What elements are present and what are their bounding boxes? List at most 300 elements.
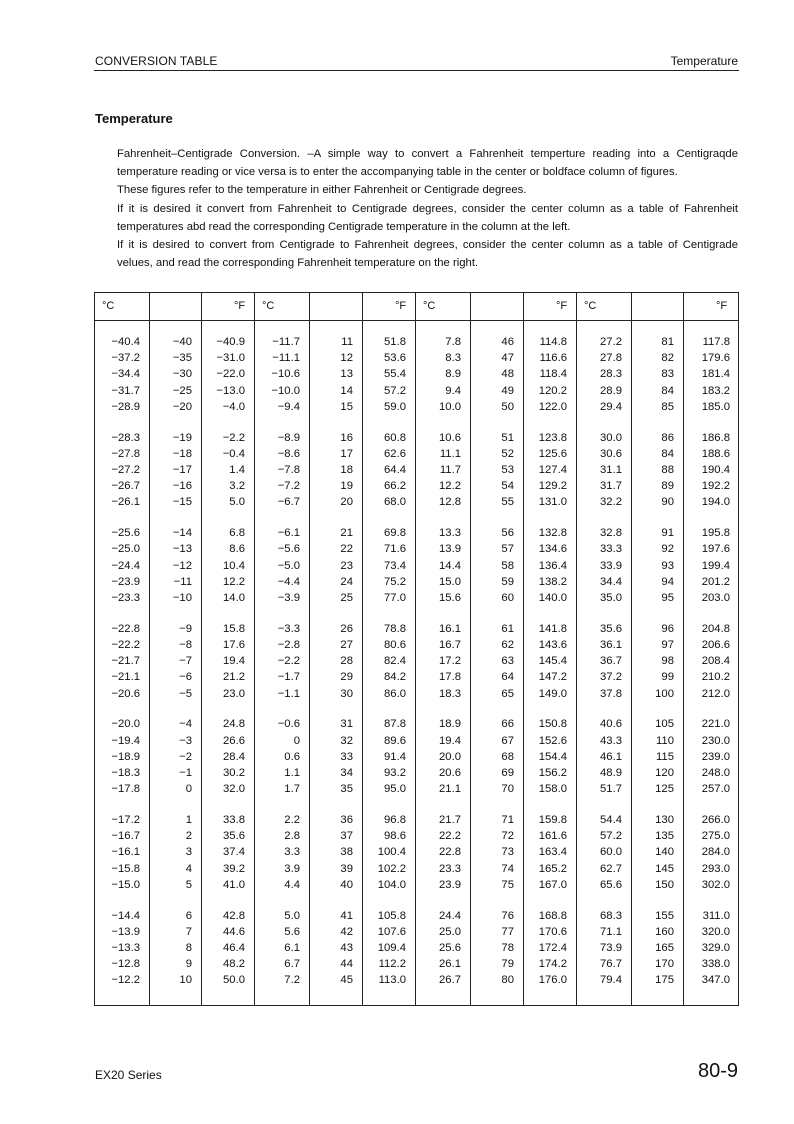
table-cell: −0.6 <box>277 718 300 731</box>
table-cell: 24 <box>340 575 353 588</box>
table-cell: 18 <box>340 464 353 476</box>
table-cell: 8.3 <box>445 352 461 365</box>
table-cell: 19 <box>340 480 353 493</box>
table-cell: 29.4 <box>600 400 622 413</box>
table-cell: 20.0 <box>439 750 461 763</box>
table-cell: 51 <box>501 431 514 444</box>
table-cell: 23.9 <box>439 878 461 891</box>
table-cell: 10 <box>179 974 192 987</box>
table-cell: 33.8 <box>223 814 245 826</box>
table-cell: 60 <box>501 592 514 604</box>
table-cell: 62.6 <box>384 447 406 460</box>
table-cell: 74 <box>501 862 514 875</box>
table-cell: 130 <box>655 814 674 826</box>
table-cell: −35 <box>172 352 192 365</box>
table-cell: −8.6 <box>277 447 300 460</box>
table-cell: −11.7 <box>272 336 300 348</box>
table-cell: −13.3 <box>111 942 140 954</box>
header-divider <box>94 70 739 71</box>
table-header-cell: °F <box>556 300 568 312</box>
table-cell: 122.0 <box>538 400 567 413</box>
table-cell: 73.9 <box>600 942 622 954</box>
table-cell: 125 <box>655 783 674 796</box>
table-cell: 4 <box>185 862 192 875</box>
table-cell: 102.2 <box>377 862 406 875</box>
table-cell: 83 <box>661 368 674 381</box>
table-cell: 21.7 <box>439 814 461 826</box>
table-cell: 10.4 <box>223 559 245 572</box>
table-cell: 5.0 <box>229 496 245 509</box>
table-cell: 91.4 <box>384 750 406 763</box>
table-cell: 68 <box>501 750 514 763</box>
table-cell: 73 <box>501 846 514 859</box>
table-cell: 145.4 <box>538 655 567 668</box>
table-cell: −17.2 <box>111 814 140 826</box>
column-divider <box>149 293 150 1005</box>
table-cell: 172.4 <box>538 942 567 954</box>
table-cell: 208.4 <box>701 655 730 668</box>
table-cell: 13.3 <box>439 527 461 540</box>
table-cell: 28.9 <box>600 384 622 397</box>
table-cell: 167.0 <box>538 878 567 891</box>
table-cell: 183.2 <box>701 384 730 397</box>
table-cell: −8.9 <box>277 431 300 444</box>
table-cell: −12.8 <box>111 958 140 971</box>
table-cell: −24.4 <box>111 559 140 572</box>
table-cell: −34.4 <box>111 368 140 381</box>
table-cell: 0.6 <box>284 750 300 763</box>
table-cell: 84.2 <box>384 671 406 684</box>
table-cell: 18.3 <box>439 687 461 700</box>
table-cell: −8 <box>179 639 192 651</box>
table-cell: 311.0 <box>702 909 730 922</box>
table-cell: 16 <box>340 431 353 444</box>
table-cell: 16.7 <box>439 639 461 651</box>
table-cell: 105.8 <box>377 909 406 922</box>
table-cell: 9.4 <box>445 384 461 397</box>
table-cell: −11 <box>173 575 192 588</box>
table-cell: 56 <box>501 527 514 540</box>
table-cell: 33 <box>340 750 353 763</box>
table-cell: 37.2 <box>600 671 622 684</box>
table-cell: 239.0 <box>701 750 730 763</box>
table-cell: −5.0 <box>277 559 300 572</box>
table-cell: 69 <box>501 767 514 779</box>
table-cell: 176.0 <box>538 974 567 987</box>
table-cell: 32.2 <box>600 496 622 509</box>
table-cell: 158.0 <box>538 783 567 796</box>
table-cell: −18.9 <box>111 750 140 763</box>
table-cell: 69.8 <box>384 527 406 540</box>
table-cell: −22.0 <box>216 368 245 381</box>
table-cell: −28.9 <box>111 400 140 413</box>
table-cell: 32.8 <box>600 527 622 540</box>
table-cell: 7.8 <box>445 336 461 348</box>
table-cell: 27.2 <box>600 336 622 348</box>
table-cell: −37.2 <box>111 352 140 365</box>
table-cell: 75.2 <box>384 575 406 588</box>
table-cell: 92 <box>661 543 674 556</box>
table-cell: 62.7 <box>600 862 622 875</box>
table-cell: 110 <box>655 734 674 747</box>
table-cell: −10.0 <box>271 384 300 397</box>
table-cell: 185.0 <box>701 400 730 413</box>
table-cell: 117.8 <box>702 336 730 348</box>
table-cell: 21.1 <box>439 783 461 796</box>
table-cell: 31.7 <box>600 480 622 493</box>
table-cell: −16 <box>172 480 192 493</box>
column-divider <box>309 293 310 1005</box>
table-cell: 32.0 <box>223 783 245 796</box>
table-cell: 76.7 <box>600 958 622 971</box>
conversion-table <box>94 292 739 1006</box>
table-cell: 86 <box>661 431 674 444</box>
table-cell: 165 <box>655 942 674 954</box>
table-cell: 132.8 <box>538 527 567 540</box>
table-cell: 12.2 <box>439 480 461 493</box>
table-cell: −11.1 <box>272 352 300 365</box>
table-cell: 65 <box>501 687 514 700</box>
table-cell: 4.4 <box>284 878 300 891</box>
table-cell: 6.7 <box>284 958 300 971</box>
table-cell: 113.0 <box>378 974 406 987</box>
table-cell: 36.1 <box>600 639 622 651</box>
table-header-cell: °C <box>584 300 597 312</box>
table-cell: 59 <box>501 575 514 588</box>
table-cell: 129.2 <box>538 480 567 493</box>
table-cell: 76 <box>501 909 514 922</box>
table-cell: 60.0 <box>600 846 622 859</box>
table-cell: 204.8 <box>701 622 730 635</box>
table-cell: 17 <box>340 447 353 460</box>
table-cell: 82.4 <box>384 655 406 668</box>
table-cell: −1.7 <box>277 671 300 684</box>
table-cell: 37.4 <box>223 846 245 859</box>
table-cell: −17 <box>172 464 192 476</box>
table-cell: −12.2 <box>111 974 140 987</box>
table-cell: 170 <box>655 958 674 971</box>
table-cell: 44 <box>340 958 353 971</box>
table-cell: 38 <box>340 846 353 859</box>
table-cell: 57 <box>501 543 514 556</box>
table-cell: −31.7 <box>111 384 140 397</box>
table-cell: 34 <box>340 767 353 779</box>
table-cell: 266.0 <box>701 814 730 826</box>
table-cell: 161.6 <box>538 830 567 843</box>
table-cell: −10.6 <box>271 368 300 381</box>
table-cell: 127.4 <box>538 464 567 476</box>
table-cell: 64.4 <box>384 464 406 476</box>
table-cell: 138.2 <box>538 575 567 588</box>
table-cell: −3 <box>179 734 192 747</box>
table-cell: −31.0 <box>216 352 245 365</box>
intro-paragraph: These figures refer to the temperature in either Fahrenheit or Centigrade degrees. <box>117 184 527 197</box>
table-cell: 40.6 <box>600 718 622 731</box>
table-cell: 21 <box>340 527 353 540</box>
table-cell: −19.4 <box>111 734 140 747</box>
table-cell: 5.0 <box>284 909 300 922</box>
table-cell: 30.2 <box>223 767 245 779</box>
table-cell: −27.2 <box>111 464 140 476</box>
table-cell: 159.8 <box>538 814 567 826</box>
table-cell: −3.3 <box>277 622 300 635</box>
table-cell: 338.0 <box>701 958 730 971</box>
column-divider <box>362 293 363 1005</box>
table-cell: 17.2 <box>439 655 461 668</box>
table-cell: 3.2 <box>229 480 245 493</box>
table-cell: −4 <box>179 718 192 731</box>
table-cell: 71 <box>501 814 514 826</box>
table-cell: 284.0 <box>701 846 730 859</box>
table-cell: 85 <box>661 400 674 413</box>
table-cell: 31 <box>340 718 353 731</box>
table-cell: 21.2 <box>223 671 245 684</box>
table-cell: −4.0 <box>222 400 245 413</box>
table-cell: −40 <box>172 336 192 348</box>
table-cell: 60.8 <box>384 431 406 444</box>
table-cell: 2.2 <box>284 814 300 826</box>
table-cell: −7.2 <box>277 480 300 493</box>
table-cell: 89 <box>661 480 674 493</box>
table-cell: 8.9 <box>445 368 461 381</box>
table-cell: −21.7 <box>111 655 140 668</box>
table-cell: 55 <box>501 496 514 509</box>
table-cell: 93.2 <box>384 767 406 779</box>
table-cell: 150.8 <box>538 718 567 731</box>
table-cell: 51.8 <box>384 336 406 348</box>
table-cell: 70 <box>501 783 514 796</box>
table-cell: 77.0 <box>384 592 406 604</box>
table-cell: 96.8 <box>384 814 406 826</box>
table-cell: 9 <box>185 958 192 971</box>
table-cell: 36 <box>340 814 353 826</box>
table-cell: 188.6 <box>701 447 730 460</box>
table-cell: 98 <box>661 655 674 668</box>
table-cell: 23.3 <box>439 862 461 875</box>
table-cell: 62 <box>501 639 514 651</box>
table-cell: 100 <box>655 687 674 700</box>
table-cell: 32 <box>340 734 353 747</box>
table-cell: 120 <box>655 767 674 779</box>
table-cell: −2 <box>179 750 192 763</box>
table-cell: 14.4 <box>439 559 461 572</box>
table-cell: 8.6 <box>229 543 245 556</box>
table-cell: 8 <box>185 942 192 954</box>
intro-text <box>117 145 738 272</box>
table-cell: −9.4 <box>277 400 300 413</box>
table-cell: 329.0 <box>701 942 730 954</box>
table-cell: 118.4 <box>539 368 567 381</box>
table-cell: −13.0 <box>216 384 245 397</box>
table-cell: 25.0 <box>439 925 461 938</box>
table-cell: 52 <box>501 447 514 460</box>
table-cell: −7.8 <box>277 464 300 476</box>
table-cell: 147.2 <box>538 671 567 684</box>
column-divider <box>631 293 632 1005</box>
table-cell: 112.2 <box>378 958 406 971</box>
table-cell: −22.8 <box>111 622 140 635</box>
table-cell: 58 <box>501 559 514 572</box>
table-cell: 72 <box>501 830 514 843</box>
table-cell: 3.3 <box>284 846 300 859</box>
table-cell: 29 <box>340 671 353 684</box>
table-cell: −23.3 <box>111 592 140 604</box>
table-cell: 91 <box>661 527 674 540</box>
table-cell: 95 <box>661 592 674 604</box>
table-cell: 22.8 <box>439 846 461 859</box>
table-header-cell: °F <box>716 300 728 312</box>
table-cell: 140.0 <box>538 592 567 604</box>
table-cell: 42.8 <box>223 909 245 922</box>
table-cell: 88 <box>661 464 674 476</box>
table-cell: −5.6 <box>277 543 300 556</box>
table-cell: 114.8 <box>539 336 567 348</box>
table-cell: 175 <box>655 974 674 987</box>
table-cell: 16.1 <box>439 622 461 635</box>
table-cell: 194.0 <box>701 496 730 509</box>
table-cell: −1 <box>179 767 192 779</box>
column-divider <box>201 293 202 1005</box>
table-cell: 19.4 <box>439 734 461 747</box>
table-cell: 199.4 <box>701 559 730 572</box>
column-divider <box>470 293 471 1005</box>
table-cell: −27.8 <box>111 447 140 460</box>
table-cell: −16.1 <box>111 846 140 859</box>
table-cell: −2.8 <box>277 639 300 651</box>
table-cell: 96 <box>661 622 674 635</box>
table-header-cell: °F <box>395 300 407 312</box>
table-cell: 84 <box>661 447 674 460</box>
table-cell: 10.0 <box>439 400 461 413</box>
running-header-title: CONVERSION TABLE <box>95 54 218 68</box>
table-cell: 6 <box>185 909 192 922</box>
table-cell: 37.8 <box>600 687 622 700</box>
table-cell: 37 <box>340 830 353 843</box>
table-cell: −9 <box>179 622 192 635</box>
table-cell: 6.8 <box>229 527 245 540</box>
table-cell: 57.2 <box>384 384 406 397</box>
table-cell: 150 <box>655 878 674 891</box>
table-cell: −18 <box>172 447 192 460</box>
table-cell: −0.4 <box>222 447 245 460</box>
table-cell: 347.0 <box>701 974 730 987</box>
table-cell: 3.9 <box>284 862 300 875</box>
table-cell: 27 <box>340 639 353 651</box>
table-cell: 160 <box>655 925 674 938</box>
table-cell: 0 <box>185 783 192 796</box>
table-cell: 145 <box>655 862 674 875</box>
column-divider <box>576 293 577 1005</box>
table-cell: 195.8 <box>701 527 730 540</box>
table-cell: −28.3 <box>111 431 140 444</box>
table-cell: −19 <box>172 431 192 444</box>
table-cell: 57.2 <box>600 830 622 843</box>
table-cell: 64 <box>501 671 514 684</box>
table-cell: 82 <box>661 352 674 365</box>
table-cell: 35 <box>340 783 353 796</box>
table-cell: 30.0 <box>600 431 622 444</box>
table-cell: −3.9 <box>277 592 300 604</box>
table-cell: −7 <box>179 655 192 668</box>
table-cell: −30 <box>172 368 192 381</box>
table-cell: 197.6 <box>701 543 730 556</box>
table-cell: 77 <box>501 925 514 938</box>
table-cell: 320.0 <box>701 925 730 938</box>
table-cell: 25 <box>340 592 353 604</box>
table-cell: −25.6 <box>111 527 140 540</box>
table-cell: −12 <box>172 559 192 572</box>
table-cell: 14.0 <box>223 592 245 604</box>
table-cell: 15.0 <box>439 575 461 588</box>
table-cell: 24.4 <box>439 909 461 922</box>
table-cell: −10 <box>172 592 192 604</box>
table-cell: 155 <box>655 909 674 922</box>
table-header-cell: °C <box>262 300 275 312</box>
table-cell: −16.7 <box>111 830 140 843</box>
table-cell: −15.8 <box>111 862 140 875</box>
table-cell: 230.0 <box>701 734 730 747</box>
table-cell: 7.2 <box>284 974 300 987</box>
table-cell: 0 <box>293 734 300 747</box>
table-cell: 3 <box>185 846 192 859</box>
table-cell: 10.6 <box>439 431 461 444</box>
table-cell: 78 <box>501 942 514 954</box>
table-cell: −2.2 <box>222 431 245 444</box>
table-cell: 41 <box>340 909 353 922</box>
table-cell: −26.7 <box>111 480 140 493</box>
table-cell: −13 <box>172 543 192 556</box>
table-cell: −14.4 <box>111 909 140 922</box>
table-cell: 66 <box>501 718 514 731</box>
table-cell: 53 <box>501 464 514 476</box>
table-cell: 143.6 <box>538 639 567 651</box>
table-cell: 42 <box>340 925 353 938</box>
table-cell: 26 <box>340 622 353 635</box>
table-cell: 12.2 <box>223 575 245 588</box>
table-cell: 120.2 <box>538 384 567 397</box>
table-cell: 210.2 <box>701 671 730 684</box>
table-cell: 34.4 <box>600 575 622 588</box>
table-cell: −4.4 <box>277 575 300 588</box>
table-cell: −1.1 <box>277 687 300 700</box>
table-cell: 99 <box>661 671 674 684</box>
table-cell: 212.0 <box>701 687 730 700</box>
table-cell: 24.8 <box>223 718 245 731</box>
table-cell: 68.3 <box>600 909 622 922</box>
table-cell: −21.1 <box>111 671 140 684</box>
table-cell: 40 <box>340 878 353 891</box>
table-cell: 23.0 <box>223 687 245 700</box>
table-cell: 123.8 <box>538 431 567 444</box>
table-cell: 141.8 <box>538 622 567 635</box>
table-cell: 79.4 <box>600 974 622 987</box>
table-cell: 1.1 <box>284 767 300 779</box>
table-cell: 11.7 <box>439 464 461 476</box>
table-cell: 68.0 <box>384 496 406 509</box>
table-cell: 25.6 <box>439 942 461 954</box>
table-cell: 12.8 <box>439 496 461 509</box>
table-cell: 154.4 <box>538 750 567 763</box>
table-cell: 44.6 <box>223 925 245 938</box>
table-cell: 104.0 <box>377 878 406 891</box>
table-cell: 80.6 <box>384 639 406 651</box>
table-cell: 30.6 <box>600 447 622 460</box>
section-title: Temperature <box>95 111 173 126</box>
table-cell: 116.6 <box>539 352 567 365</box>
table-cell: 5 <box>185 878 192 891</box>
table-cell: 30 <box>340 687 353 700</box>
table-cell: 94 <box>661 575 674 588</box>
